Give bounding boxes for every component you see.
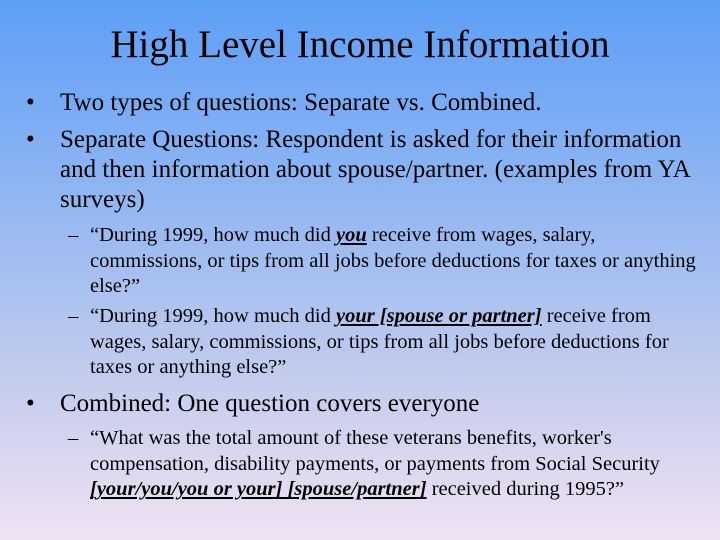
bullet-text: Combined: One question covers everyone xyxy=(60,390,480,417)
question-text: “What was the total amount of these veterans benefits, worker's compensation, disability payments, or payments from Social Security xyxy=(90,427,660,475)
question-text: “During 1999, how much did xyxy=(90,224,336,246)
emphasis-text: you xyxy=(335,224,367,246)
dash-marker: – xyxy=(68,305,79,327)
sub-bullet-text xyxy=(90,304,708,381)
question-text: “During 1999, how much did xyxy=(90,305,336,327)
bullet-marker: • xyxy=(26,390,35,417)
bullet-text: Two types of questions: Separate vs. Combined. xyxy=(60,89,542,116)
sub-bullet-item xyxy=(68,304,708,381)
bullet-item xyxy=(26,88,702,118)
sub-bullet-item xyxy=(68,426,708,503)
question-text: receive from wages, salary, commissions, or tips from all jobs before deductions for taxes or anything else?” xyxy=(90,305,669,379)
question-text: receive from wages, salary, commissions, or tips from all jobs before deductions for taxes or anything else?” xyxy=(90,224,696,298)
question-text: received during 1995?” xyxy=(426,478,625,501)
emphasis-text: your [spouse or partner] xyxy=(335,305,542,327)
dash-marker: – xyxy=(68,224,79,246)
bullet-item xyxy=(26,389,702,419)
bullet-marker: • xyxy=(26,126,35,153)
sub-bullet-text xyxy=(90,223,708,300)
sub-bullet-text xyxy=(90,426,708,503)
dash-marker: – xyxy=(68,427,79,449)
bullet-marker: • xyxy=(26,89,35,116)
sub-bullet-item xyxy=(68,223,708,300)
emphasis-text: [your/you/you or your] [spouse/partner] xyxy=(90,478,427,501)
bullet-text: Separate Questions: Respondent is asked for their information and then information about spouse/partner. (examples from YA surveys) xyxy=(60,126,690,213)
slide-title: High Level Income Information xyxy=(110,23,610,66)
bullet-item xyxy=(26,125,702,215)
